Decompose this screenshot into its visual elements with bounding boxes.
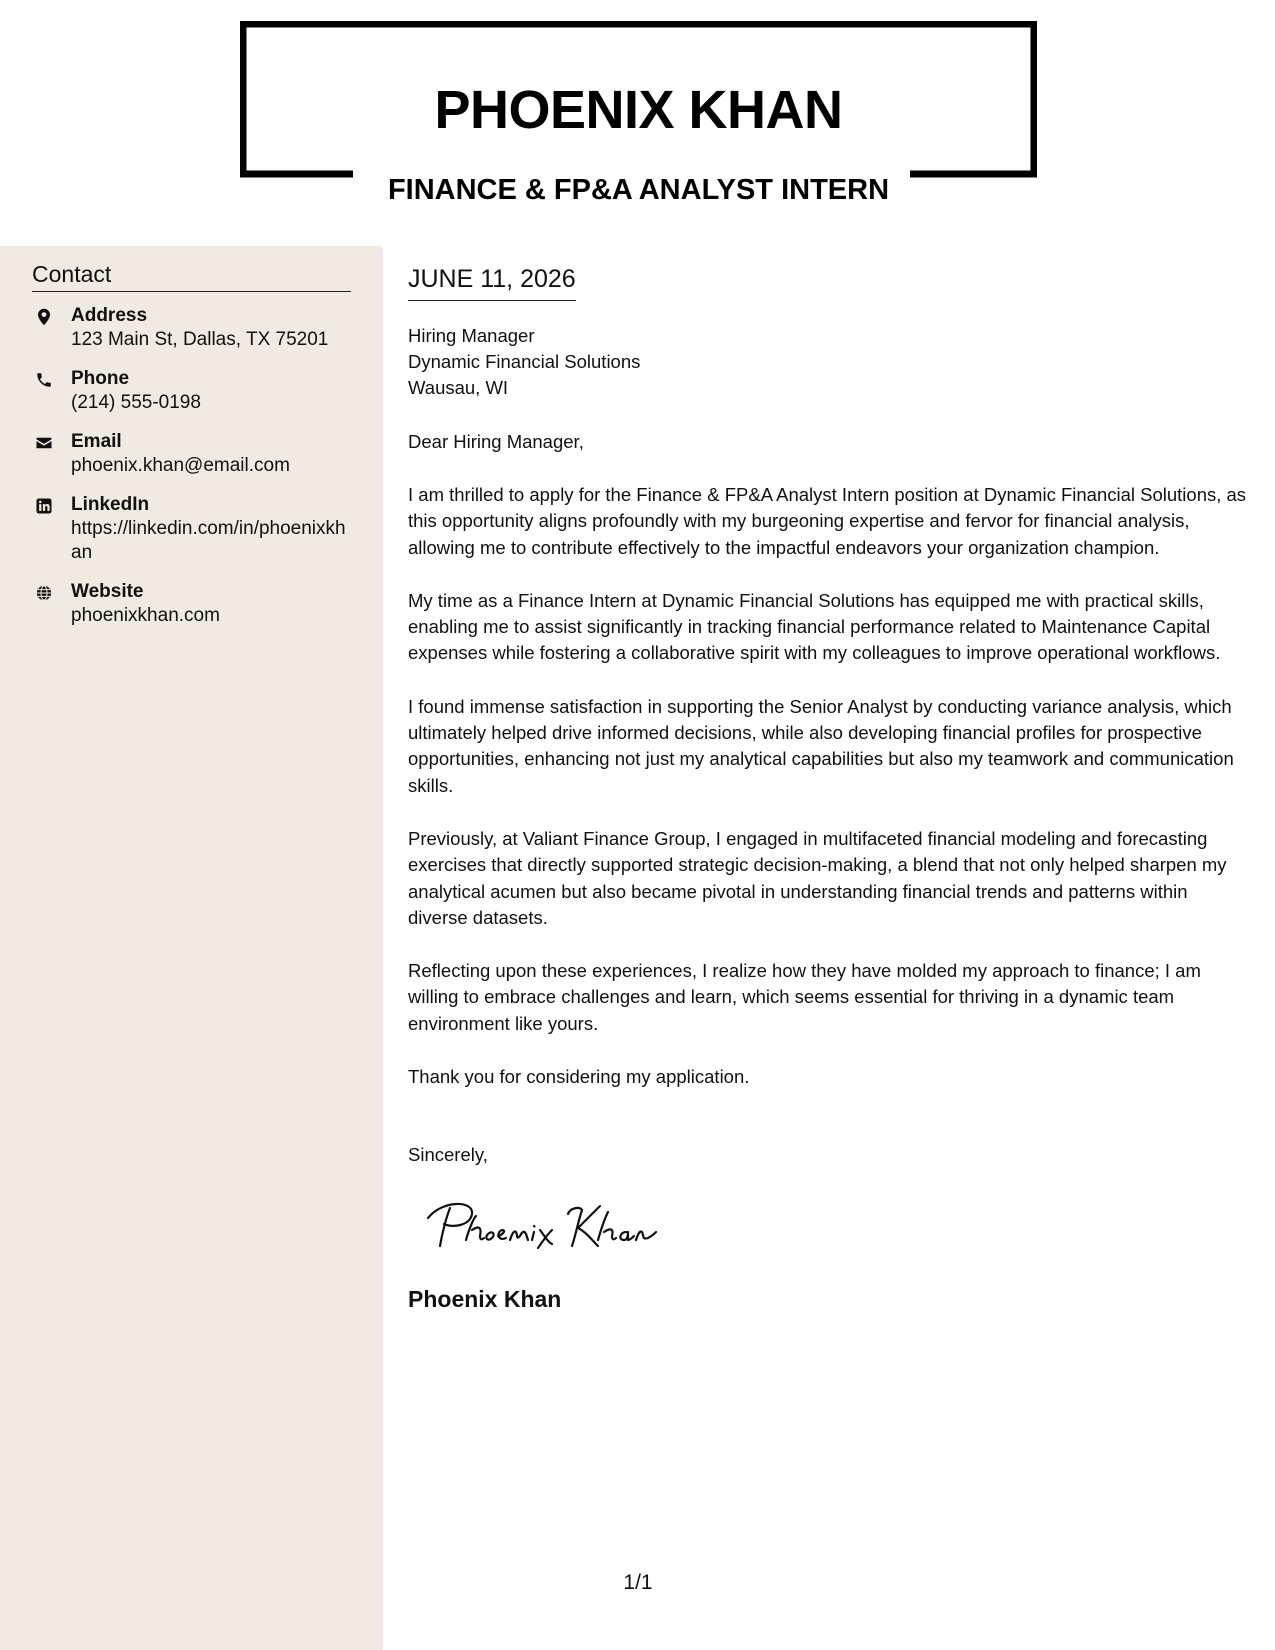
contact-heading: Contact — [32, 261, 351, 292]
letter-paragraph: I am thrilled to apply for the Finance & FP&A Analyst Intern position at Dynamic Financial Solutions, as this opportunity aligns profoundly with my burgeoning expertise and fervor for financial analysis, allowing me to contribute effectively to the impactful endeavors your organization champion. — [408, 484, 1247, 558]
recipient-line: Dynamic Financial Solutions — [408, 351, 641, 372]
closing: Sincerely, — [408, 1144, 488, 1165]
contact-sidebar — [0, 246, 383, 1650]
page-number: 1/1 — [623, 1571, 653, 1594]
signature-image — [422, 1196, 662, 1256]
globe-icon — [35, 584, 53, 602]
letter-paragraph: Previously, at Valiant Finance Group, I engaged in multifaceted financial modeling and forecasting exercises that directly supported strategic decision-making, a blend that not only helped sharpen my analytical acumen but also became pivotal in understanding financial trends and patterns within diverse datasets. — [408, 827, 1227, 928]
envelope-icon — [35, 434, 53, 452]
recipient-block — [408, 323, 640, 401]
map-pin-icon — [35, 308, 53, 326]
recipient-line: Hiring Manager — [408, 325, 535, 346]
contact-value-website[interactable]: phoenixkhan.com — [71, 605, 220, 626]
contact-value-linkedin[interactable]: https://linkedin.com/in/phoenixkhan — [71, 518, 346, 563]
handwritten-signature — [422, 1196, 662, 1261]
signer-name: Phoenix Khan — [408, 1286, 562, 1312]
letter-paragraph: My time as a Finance Intern at Dynamic Financial Solutions has equipped me with practical skills, enabling me to assist significantly in tracking financial performance related to Maintenance Capital expenses while fostering a collaborative spirit with my colleagues to improve operational workflows. — [408, 589, 1221, 664]
salutation: Dear Hiring Manager, — [408, 431, 584, 452]
candidate-name: PHOENIX KHAN — [434, 80, 843, 140]
contact-value-email[interactable]: phoenix.khan@email.com — [71, 455, 290, 476]
letter-paragraph: Thank you for considering my application. — [408, 1066, 750, 1088]
recipient-line: Wausau, WI — [408, 377, 509, 398]
contact-value-phone: (214) 555-0198 — [71, 392, 201, 413]
contact-item-address — [32, 304, 352, 352]
letter-paragraph: I found immense satisfaction in supporting the Senior Analyst by conducting variance analysis, which ultimately helped drive informed decisions, while also developing financial profiles for prospective opportunities, enhancing not just my analytical capabilities but also my teamwork and communication skills. — [408, 695, 1234, 796]
contact-label-email: Email — [71, 431, 122, 452]
contact-item-phone — [32, 367, 352, 415]
letter-paragraph: Reflecting upon these experiences, I realize how they have molded my approach to finance; I am willing to embrace challenges and learn, which seems essential for thriving in a dynamic team environment like yours. — [408, 960, 1201, 1034]
phone-icon — [35, 371, 53, 389]
header-frame — [240, 21, 1037, 206]
linkedin-icon — [35, 497, 53, 515]
contact-item-website — [32, 580, 352, 628]
letter-date: JUNE 11, 2026 — [408, 265, 576, 301]
contact-label-phone: Phone — [71, 368, 130, 389]
contact-value-address: 123 Main St, Dallas, TX 75201 — [71, 329, 329, 350]
contact-label-linkedin: LinkedIn — [71, 494, 150, 515]
contact-label-website: Website — [71, 581, 144, 602]
job-title: FINANCE & FP&A ANALYST INTERN — [387, 174, 890, 206]
contact-item-linkedin — [32, 493, 352, 565]
letter-paragraphs — [408, 482, 1248, 1117]
contact-item-email — [32, 430, 352, 478]
contact-label-address: Address — [71, 305, 148, 326]
